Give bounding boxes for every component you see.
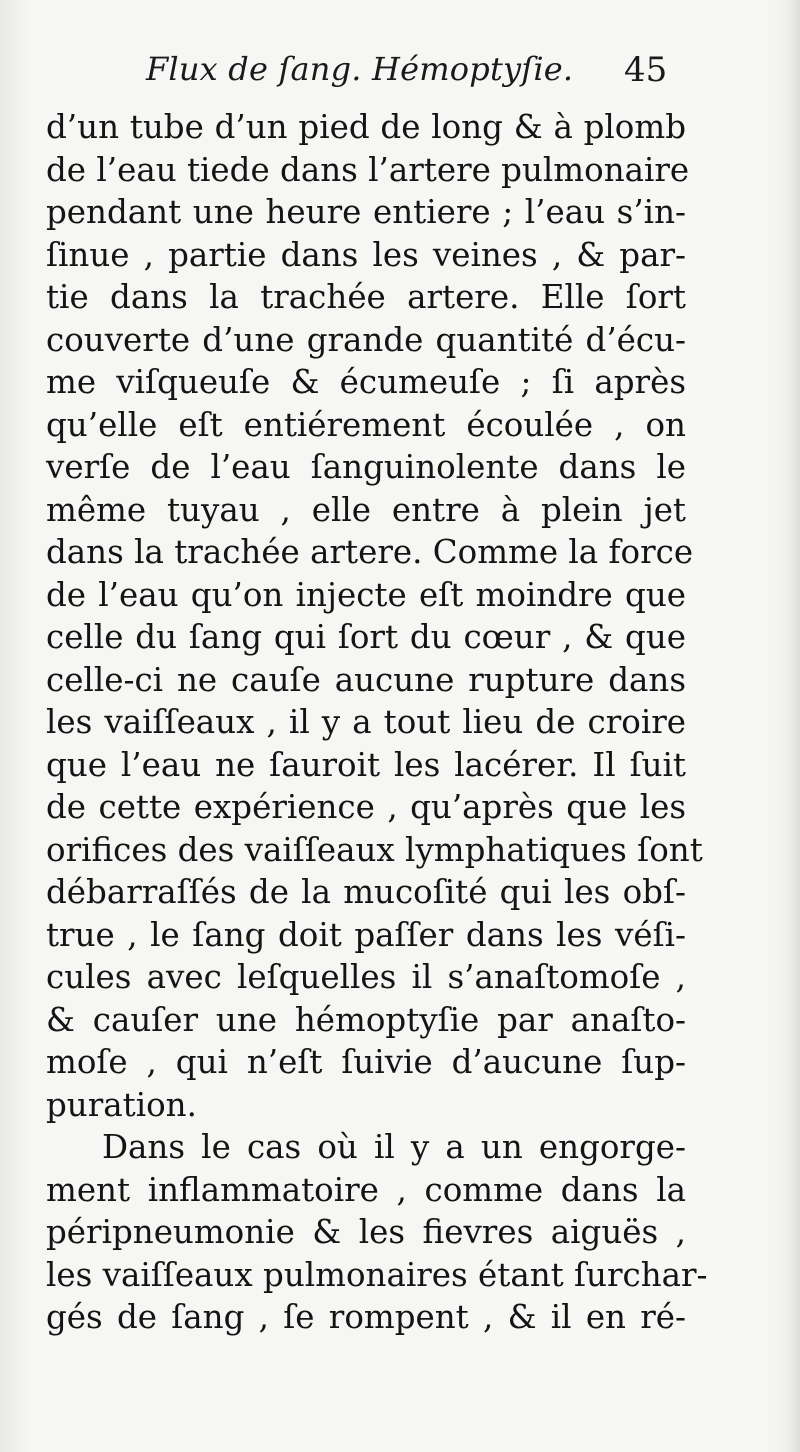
- text-line: même tuyau , elle entre à plein jet: [46, 490, 686, 529]
- text-line: pendant une heure entiere ; l’eau s’in-: [46, 193, 686, 231]
- page-number: 45: [624, 50, 668, 90]
- text-line: d’un tube d’un pied de long & à plomb: [46, 108, 686, 146]
- text-line: true , le ſang doit paſſer dans les véſi-: [46, 915, 686, 954]
- text-line: de l’eau qu’on injecte eſt moindre que: [46, 575, 686, 614]
- running-head: Flux de ſang. Hémoptyſie.: [146, 50, 574, 88]
- text-line: que l’eau ne ſauroit les lacérer. Il ſuit: [46, 745, 686, 784]
- text-line: orifices des vaiſſeaux lymphatiques ſont: [46, 830, 703, 869]
- text-line: les vaiſſeaux pulmonaires étant ſurchar-: [46, 1255, 708, 1294]
- text-line: qu’elle eſt entiérement écoulée , on: [46, 405, 686, 444]
- text-line: de cette expérience , qu’après que les: [46, 788, 686, 826]
- text-line: ment inflammatoire , comme dans la: [46, 1170, 686, 1209]
- text-line: & cauſer une hémoptyſie par anaſto-: [46, 1000, 686, 1039]
- page-header: [0, 50, 800, 100]
- text-line: de l’eau tiede dans l’artere pulmonaire: [46, 150, 690, 189]
- text-line: débarraſſés de la mucoſité qui les obſ-: [46, 873, 686, 911]
- text-line: Dans le cas où il y a un engorge-: [102, 1128, 686, 1166]
- text-line: cules avec leſquelles il s’anaſtomoſe ,: [46, 958, 686, 996]
- text-line: gés de ſang , ſe rompent , & il en ré-: [46, 1298, 686, 1336]
- text-line: celle du ſang qui ſort du cœur , & que: [46, 618, 686, 656]
- body-text: [46, 106, 708, 1339]
- text-line: les vaiſſeaux , il y a tout lieu de croire: [46, 703, 686, 741]
- text-line: puration.: [46, 1085, 197, 1124]
- text-line: moſe , qui n’eſt ſuivie d’aucune ſup-: [46, 1043, 686, 1081]
- text-line: me viſqueuſe & écumeuſe ; ſi après: [46, 363, 686, 401]
- paragraph: [46, 106, 703, 1126]
- paragraph: [46, 1126, 708, 1339]
- text-line: celle-ci ne cauſe aucune rupture dans: [46, 660, 686, 699]
- text-line: couverte d’une grande quantité d’écu-: [46, 320, 686, 359]
- text-line: tie dans la trachée artere. Elle ſort: [46, 278, 686, 316]
- text-line: ſinue , partie dans les veines , & par-: [46, 235, 686, 274]
- text-line: péripneumonie & les fievres aiguës ,: [46, 1213, 686, 1251]
- page-edge-shadow: [786, 0, 800, 1452]
- text-line: verſe de l’eau ſanguinolente dans le: [46, 448, 686, 486]
- text-line: dans la trachée artere. Comme la force: [46, 533, 694, 571]
